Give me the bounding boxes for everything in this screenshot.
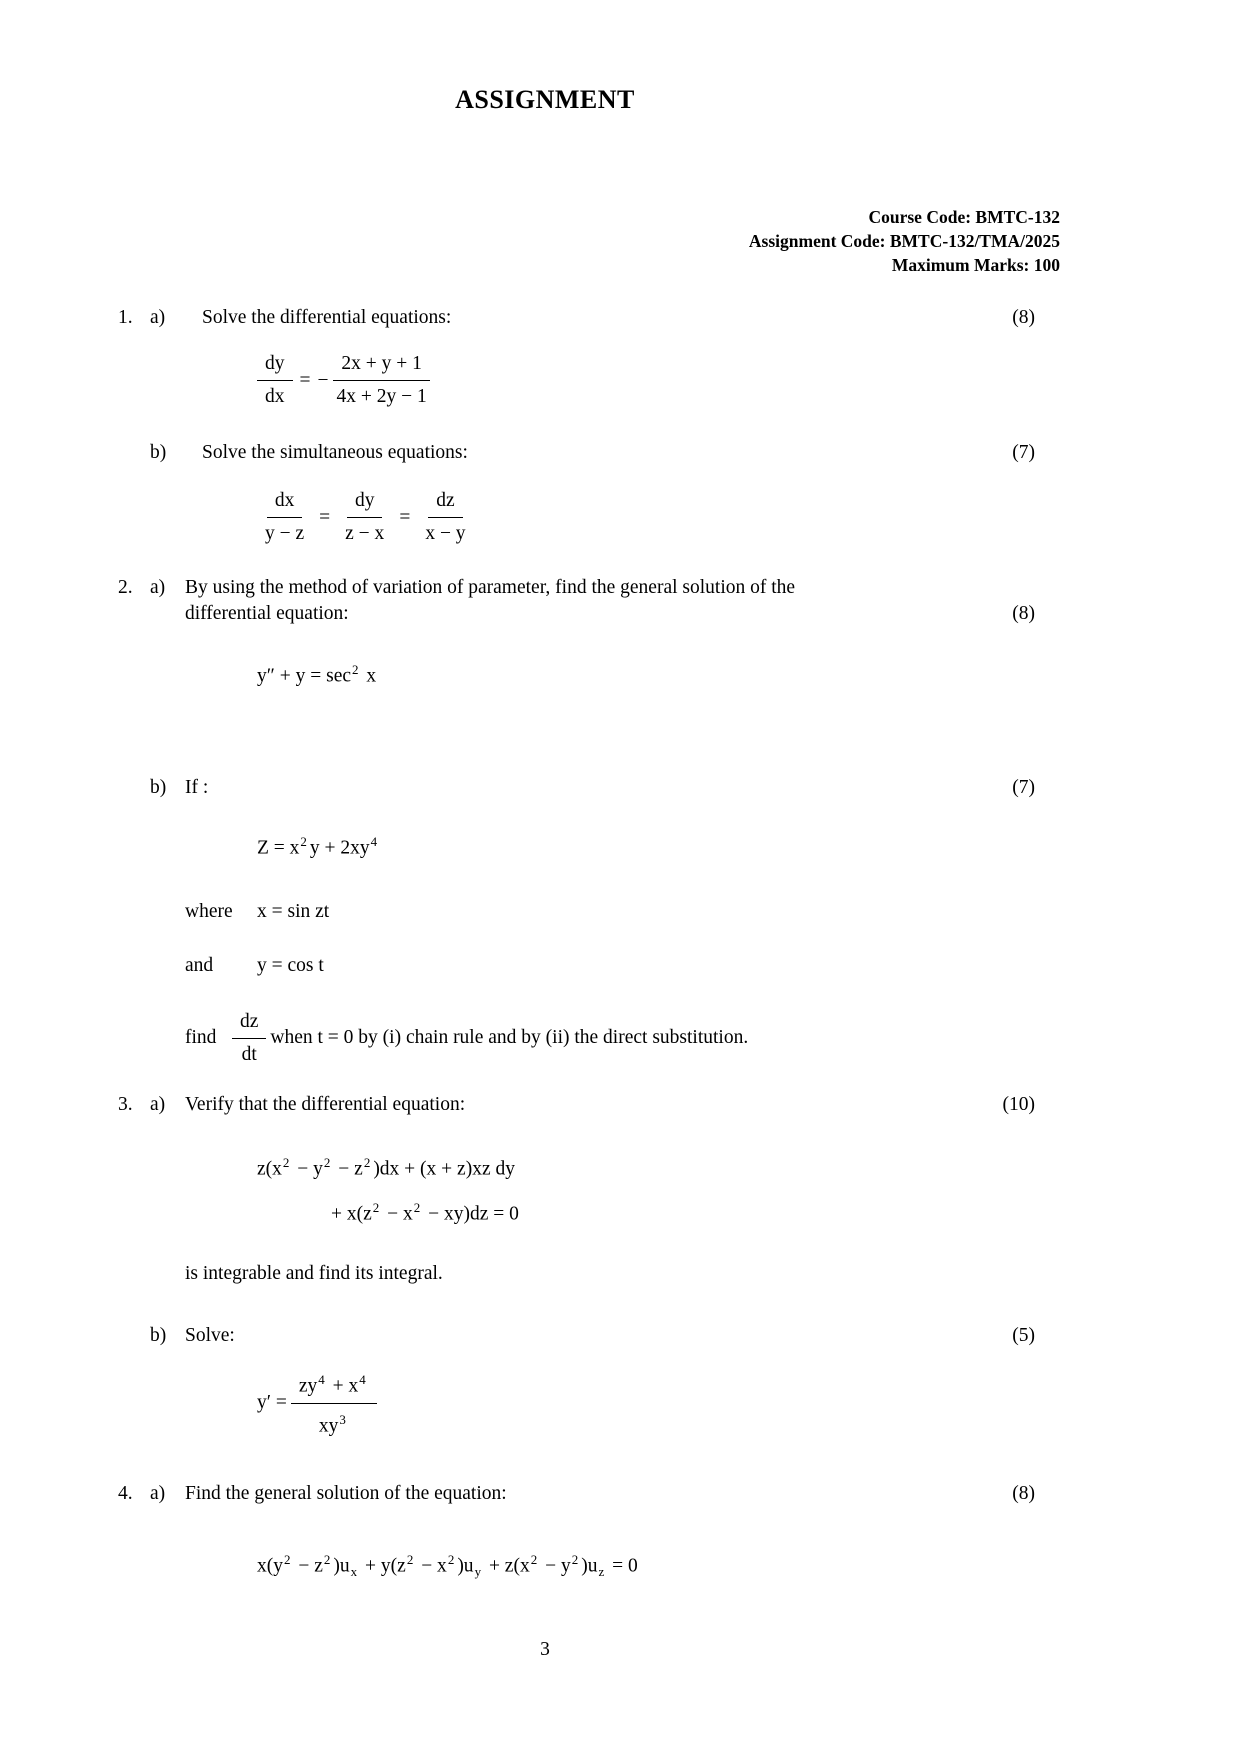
integrable-line: is integrable and find its integral. [185,1263,443,1284]
eq2-equals-sign-1: = [319,506,331,528]
eq2-fraction-1-numerator: dx [267,488,303,518]
question-1a-row [118,305,1060,331]
question-1-number: 1. [118,307,133,328]
eq5-l2-term-3: − xy)dz = 0 [423,1203,519,1224]
max-marks-line: Maximum Marks: 100 [891,255,1060,275]
assignment-code-line: Assignment Code: BMTC-132/TMA/2025 [748,231,1060,251]
eq5-l2-superscript-2: 2 [413,1199,421,1215]
header-block [118,205,1060,277]
question-4a-row [118,1481,1060,1507]
question-3b-marks: (5) [1012,1325,1035,1346]
question-2b-text: If : [185,776,209,798]
eq2-fraction-2 [337,488,392,547]
question-2a-row [118,575,1060,627]
question-1b-text: Solve the simultaneous equations: [202,442,468,463]
eq2-equals-sign-2: = [399,506,411,528]
question-2b-letter: b) [150,776,167,798]
eq6-num-term-2: + x [327,1375,359,1397]
page-number: 3 [540,1639,550,1661]
eq7-term-6: )u [457,1555,474,1577]
eq1-lhs-fraction [257,351,293,410]
question-2b-row [118,775,1060,801]
find-fraction-numerator: dz [232,1009,266,1039]
eq1-rhs-fraction [329,351,435,410]
eq5-l1-superscript-2: 2 [323,1155,331,1170]
question-1a-marks: (8) [1012,307,1035,328]
question-2a-line2-row [185,601,1060,627]
question-4a-letter: a) [150,1483,166,1504]
question-1a-text: Solve the differential equations: [202,307,452,328]
equation-3 [257,657,1060,690]
and-label: and [185,955,214,976]
question-2a-letter: a) [150,577,166,598]
equation-2 [257,488,1060,547]
eq6-num-superscript-1: 4 [318,1372,325,1387]
question-4a-marks: (8) [1012,1483,1035,1504]
eq6-denominator [311,1404,357,1440]
equation-4 [257,829,1060,862]
question-4-number: 4. [118,1483,133,1504]
eq7-term-4: + y(z [360,1555,406,1577]
page-title: ASSIGNMENT [455,85,635,114]
eq6-den-term: xy [318,1415,339,1436]
where-equation: x = sin zt [257,901,330,922]
eq6-lhs: y′ = [257,1392,287,1413]
eq6-fraction [291,1367,377,1439]
eq7-superscript-3: 2 [406,1552,414,1567]
eq7-term-7: + z(x [484,1555,530,1577]
question-3a-text: Verify that the differential equation: [185,1094,466,1115]
eq7-term-9: )u [581,1555,598,1577]
question-1b-letter: b) [150,442,167,463]
find-fraction [232,1009,266,1068]
eq5-l1-superscript-1: 2 [282,1155,290,1170]
eq4-superscript-1: 2 [300,833,307,849]
equation-5-line2 [331,1189,1060,1234]
question-3b-row [118,1323,1060,1349]
eq6-num-superscript-2: 4 [359,1372,366,1387]
question-2a-text-block [185,575,1060,627]
eq2-fraction-3-denominator: x − y [425,523,466,544]
equation-1 [257,351,1060,410]
and-line [185,953,1060,979]
eq2-fraction-1 [257,488,312,547]
question-2a-text-line2: differential equation: [185,603,349,624]
eq3-superscript: 2 [352,662,359,677]
eq6-den-superscript: 3 [339,1411,346,1427]
eq2-fraction-2-numerator: dy [347,488,383,518]
eq7-term-5: − x [416,1555,447,1577]
eq4-term-2: y + 2xy [309,837,370,858]
and-equation: y = cos t [257,955,324,976]
question-2-number: 2. [118,577,133,598]
eq1-lhs-numerator: dy [257,351,293,381]
eq2-fraction-1-denominator: y − z [265,523,305,544]
eq4-superscript-2: 4 [370,833,378,849]
eq3-expression: y″ + y = sec [257,665,352,687]
find-label: find [185,1026,217,1048]
eq1-rhs-numerator: 2x + y + 1 [333,351,430,381]
find-fraction-denominator: dt [241,1044,257,1065]
eq7-superscript-6: 2 [571,1552,579,1567]
question-2a-marks: (8) [1012,603,1035,624]
question-3-number: 3. [118,1094,133,1115]
eq4-term-1: Z = x [257,837,300,858]
question-4a-text: Find the general solution of the equation: [185,1483,507,1504]
find-text: when t = 0 by (i) chain rule and by (ii) the direct substitution. [270,1026,749,1048]
eq1-equals-sign: = [299,369,311,391]
question-2b-marks: (7) [1012,776,1035,798]
eq5-l1-term-3: − z [333,1158,363,1180]
eq7-term-10: = 0 [607,1555,638,1577]
eq5-l1-superscript-3: 2 [363,1155,371,1170]
course-code-line: Course Code: BMTC-132 [868,207,1060,227]
eq5-l1-term-1: z(x [257,1158,282,1180]
eq1-rhs-denominator: 4x + 2y − 1 [336,386,427,407]
eq5-l1-term-4: )dx + (x + z)xz dy [373,1158,515,1180]
eq7-superscript-5: 2 [530,1552,538,1567]
question-3b-letter: b) [150,1325,167,1346]
eq7-term-2: − z [293,1555,323,1577]
eq1-lhs-denominator: dx [265,386,285,407]
eq1-minus-sign: − [317,369,329,391]
equation-6 [257,1367,1060,1439]
where-label: where [185,901,233,922]
eq5-l1-term-2: − y [292,1158,323,1180]
eq3-variable: x [361,665,377,687]
eq7-superscript-1: 2 [284,1552,291,1567]
eq6-num-term-1: zy [298,1375,318,1397]
eq2-fraction-2-denominator: z − x [345,523,385,544]
eq7-subscript-3: z [598,1564,605,1580]
question-3a-marks: (10) [1002,1094,1035,1115]
eq7-superscript-4: 2 [447,1552,455,1567]
eq2-fraction-3 [417,488,473,547]
eq7-term-1: x(y [257,1555,283,1577]
eq7-term-8: − y [540,1555,571,1577]
question-1b-marks: (7) [1012,442,1035,463]
question-3b-text: Solve: [185,1325,235,1346]
eq2-fraction-3-numerator: dz [428,488,462,518]
eq5-l2-term-1: + x(z [331,1203,372,1224]
question-3a-letter: a) [150,1094,166,1115]
equation-5-line1 [257,1144,1060,1189]
question-3a-row [118,1092,1060,1118]
eq7-subscript-2: y [474,1564,482,1580]
find-line [185,1009,1060,1068]
equation-7 [257,1541,1060,1591]
question-2a-text-line1: By using the method of variation of parameter, find the general solution of the [185,577,796,598]
eq7-superscript-2: 2 [323,1552,331,1567]
eq7-term-3: )u [333,1555,350,1577]
question-1b-row [118,440,1060,466]
eq7-subscript-1: x [350,1564,358,1580]
question-1a-letter: a) [150,307,166,328]
where-line [185,899,1060,925]
eq5-l2-superscript-1: 2 [372,1199,380,1215]
eq6-numerator [291,1367,377,1404]
eq5-l2-term-2: − x [382,1203,413,1224]
